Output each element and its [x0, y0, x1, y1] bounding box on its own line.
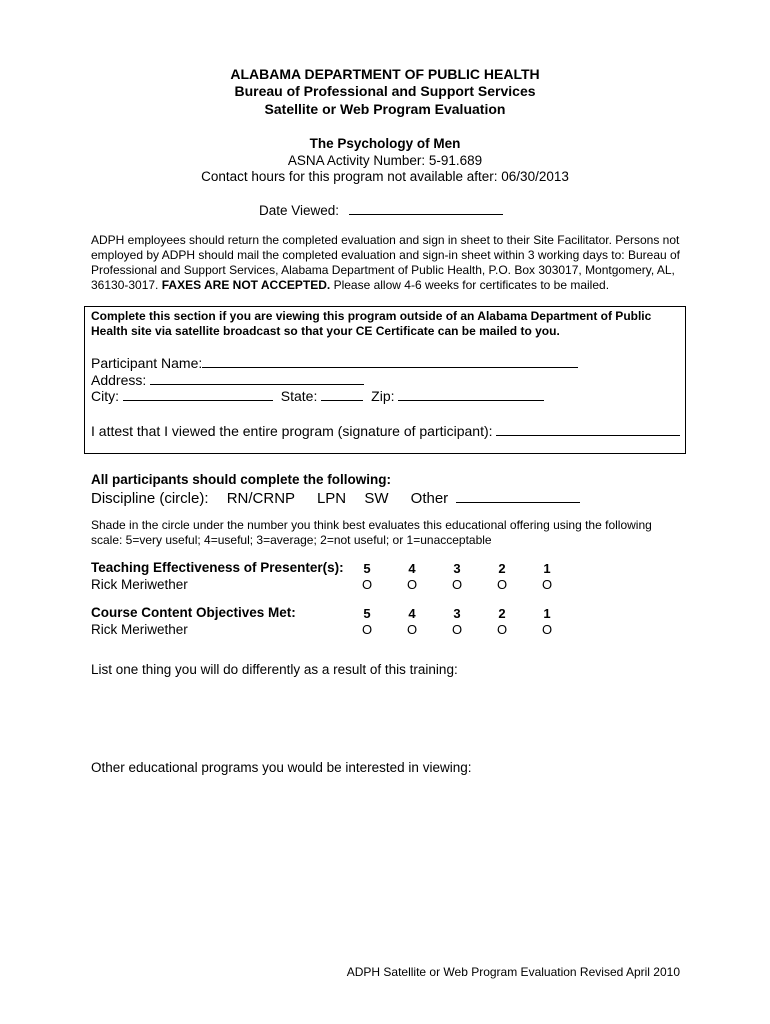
signature-field[interactable] [496, 423, 680, 436]
state-field[interactable] [321, 388, 363, 401]
participant-heading: Complete this section if you are viewing this program outside of an Alabama Department of Public Health site via satellite broadcast so that your CE Certificate can be mailed to you. [91, 309, 652, 338]
other-programs-question: Other educational programs you would be interested in viewing: [91, 760, 472, 775]
q2-circle-4[interactable]: O [406, 622, 418, 637]
city-label: City: [91, 388, 119, 404]
activity-number: ASNA Activity Number: 5-91.689 [287, 153, 483, 168]
q2-circle-1[interactable]: O [541, 622, 553, 637]
other-programs-answer-area[interactable] [91, 780, 683, 930]
address-label: Address: [91, 372, 147, 388]
participant-name-field[interactable] [202, 355, 578, 368]
q2-scale-1: 1 [543, 606, 551, 621]
program-title: The Psychology of Men [309, 136, 461, 151]
instructions-text: ADPH employees should return the completed evaluation and sign in sheet to their Site Facilitator. Persons not employed by ADPH should mail the completed evaluation and sign-in sheet within 3 working days to: Bureau of Professional and Support Services, Alabama Department of Public Health, P.O. Box 303017, Montgomery, AL, 36130-3017. [91, 233, 681, 292]
participant-name-label: Participant Name: [91, 355, 203, 371]
address-row [91, 372, 364, 388]
q1-scale-4: 4 [408, 561, 416, 576]
attest-row [91, 423, 680, 439]
all-participants-heading: All participants should complete the following: [91, 472, 392, 487]
question-1-presenter: Rick Meriwether [91, 577, 188, 592]
q2-scale-5: 5 [363, 606, 371, 621]
q1-circle-5[interactable]: O [361, 577, 373, 592]
org-title: ALABAMA DEPARTMENT OF PUBLIC HEALTH [230, 66, 540, 82]
q2-circle-3[interactable]: O [451, 622, 463, 637]
q1-scale-5: 5 [363, 561, 371, 576]
q1-circle-3[interactable]: O [451, 577, 463, 592]
date-viewed-label: Date Viewed: [259, 203, 340, 218]
discipline-other-field[interactable] [456, 489, 580, 503]
discipline-other[interactable]: Other [410, 490, 449, 507]
q1-circle-4[interactable]: O [406, 577, 418, 592]
attest-label: I attest that I viewed the entire program (signature of participant): [91, 423, 493, 439]
date-viewed-field[interactable] [349, 202, 503, 215]
allow-text: Please allow 4-6 weeks for certificates to be mailed. [333, 278, 610, 292]
q2-circle-2[interactable]: O [496, 622, 508, 637]
zip-field[interactable] [398, 388, 544, 401]
bureau-title: Bureau of Professional and Support Services [234, 83, 536, 99]
q1-circle-2[interactable]: O [496, 577, 508, 592]
q2-scale-3: 3 [453, 606, 461, 621]
discipline-sw[interactable]: SW [364, 490, 389, 507]
do-differently-question: List one thing you will do differently as a result of this training: [91, 662, 458, 677]
form-title: Satellite or Web Program Evaluation [264, 101, 506, 117]
date-viewed [259, 202, 503, 218]
faxes-warning: FAXES ARE NOT ACCEPTED. [161, 278, 331, 292]
participant-name-row [91, 355, 578, 371]
q1-scale-3: 3 [453, 561, 461, 576]
q1-circle-1[interactable]: O [541, 577, 553, 592]
q1-scale-1: 1 [543, 561, 551, 576]
discipline-label: Discipline (circle): [91, 490, 209, 507]
city-row [91, 388, 544, 404]
q2-circle-5[interactable]: O [361, 622, 373, 637]
q2-scale-4: 4 [408, 606, 416, 621]
discipline-rn[interactable]: RN/CRNP [226, 490, 295, 507]
contact-hours: Contact hours for this program not available after: 06/30/2013 [201, 169, 569, 184]
footer-text: ADPH Satellite or Web Program Evaluation Revised April 2010 [346, 965, 680, 979]
q1-scale-2: 2 [498, 561, 506, 576]
question-2-label: Course Content Objectives Met: [91, 605, 296, 620]
scale-instructions: Shade in the circle under the number you think best evaluates this educational offering using the following scale: 5=very useful; 4=useful; 3=average; 2=not useful; or 1=unacceptable [91, 518, 652, 547]
discipline-lpn[interactable]: LPN [316, 490, 347, 507]
do-differently-answer-area[interactable] [91, 682, 683, 752]
zip-label: Zip: [371, 388, 395, 404]
city-field[interactable] [123, 388, 273, 401]
question-2-presenter: Rick Meriwether [91, 622, 188, 637]
state-label: State: [280, 388, 318, 404]
discipline-row [91, 489, 580, 507]
instructions [91, 233, 681, 293]
q2-scale-2: 2 [498, 606, 506, 621]
address-field[interactable] [150, 372, 364, 385]
question-1-label: Teaching Effectiveness of Presenter(s): [91, 560, 344, 575]
